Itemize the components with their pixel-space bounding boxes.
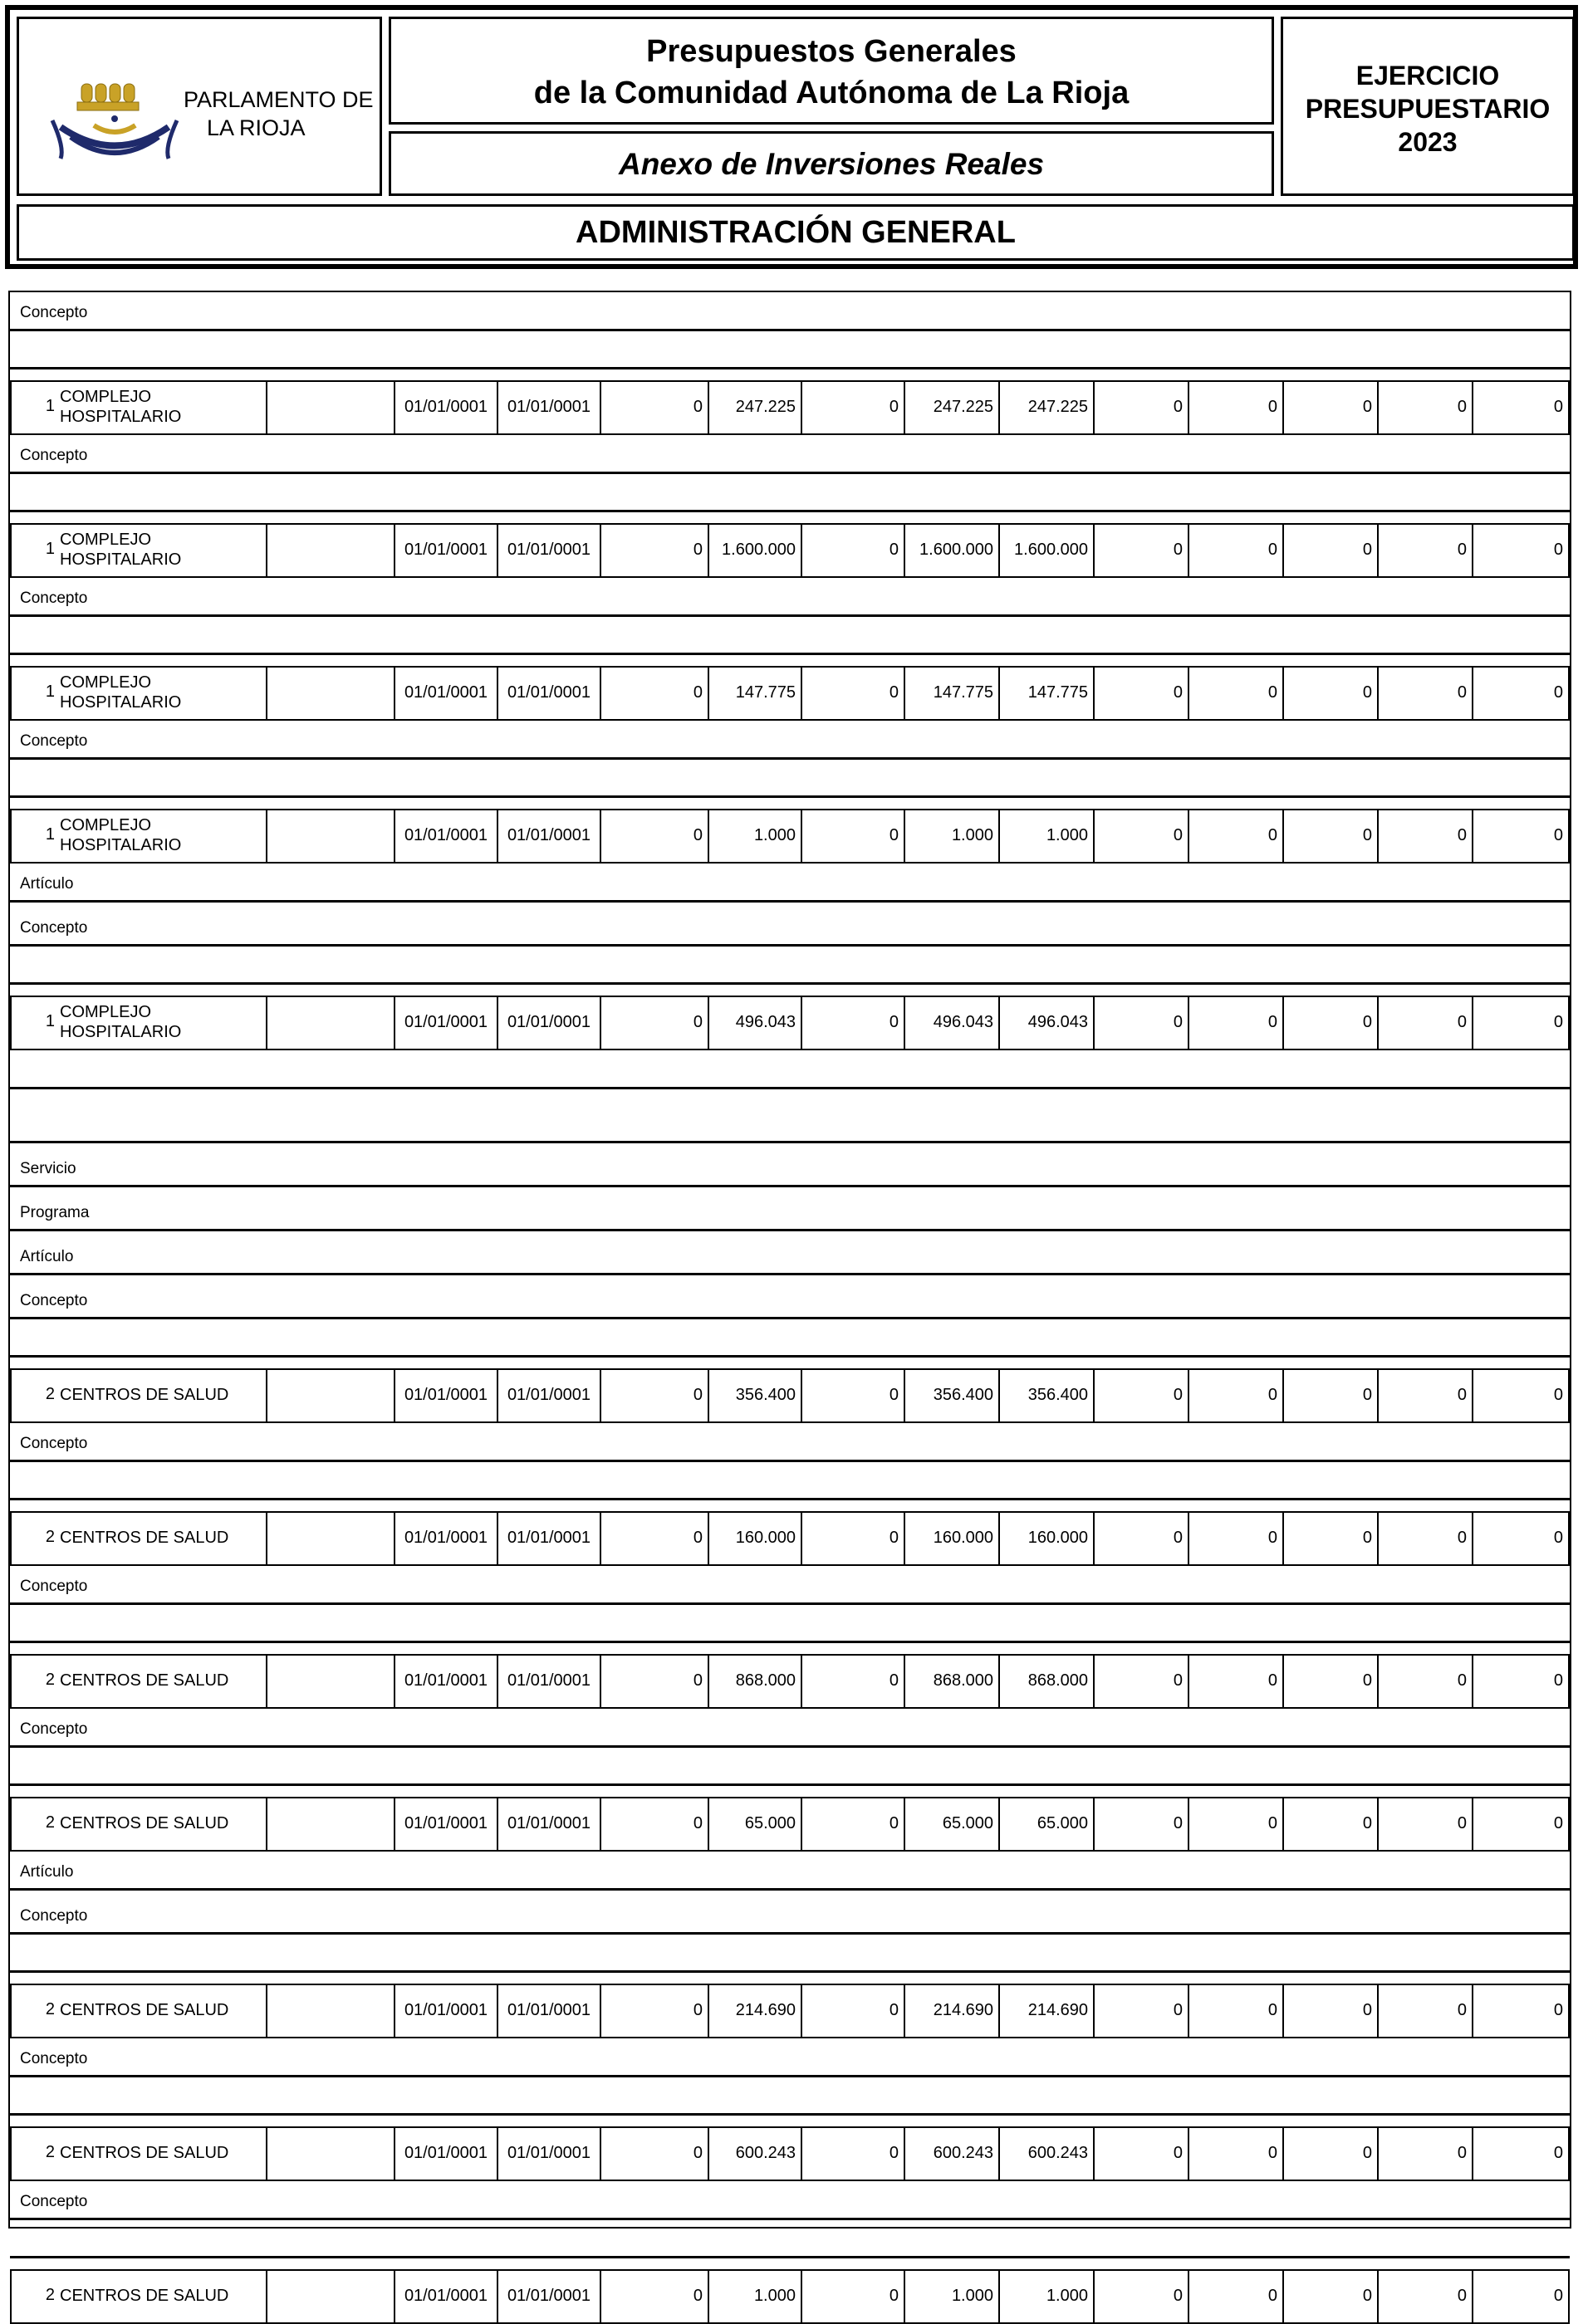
project-name-cell bbox=[56, 380, 267, 435]
project-post-cell: 0 bbox=[802, 996, 905, 1050]
project-number-cell bbox=[10, 1368, 56, 1423]
project-fin-cell: 01/01/0001 bbox=[498, 523, 601, 578]
project-fin-cell: 01/01/0001 bbox=[498, 1984, 601, 2038]
project-gastos-cell: 0 bbox=[1189, 809, 1284, 864]
project-inc-cell: 0 bbox=[1284, 996, 1379, 1050]
project-pers-cell: 0 bbox=[1379, 380, 1473, 435]
project-ant-cell: 0 bbox=[601, 1654, 709, 1709]
concepto-label: Concepto bbox=[20, 2050, 88, 2067]
project-adq-cell: 1.000 bbox=[1000, 2269, 1095, 2324]
concepto-label: Concepto bbox=[20, 1720, 88, 1738]
project-name: COMPLEJO HOSPITALARIO bbox=[60, 531, 182, 569]
project-number: 1 bbox=[45, 540, 55, 558]
project-adq-cell: 214.690 bbox=[1000, 1984, 1095, 2038]
project-adq-cell: 65.000 bbox=[1000, 1797, 1095, 1852]
project-anio-cell: 1.000 bbox=[709, 2269, 802, 2324]
investment-report bbox=[8, 291, 1571, 2305]
project-number: 1 bbox=[45, 1012, 55, 1030]
servicio-label: Servicio bbox=[20, 1160, 76, 1177]
section-rule bbox=[10, 2218, 1570, 2220]
section-rule bbox=[10, 1970, 1570, 1973]
articulo-label: Artículo bbox=[20, 875, 74, 893]
project-mun-cell bbox=[267, 996, 395, 1050]
section-rule bbox=[10, 1745, 1570, 1748]
project-cons-cell: 0 bbox=[1095, 1797, 1189, 1852]
project-fin-cell: 01/01/0001 bbox=[498, 1368, 601, 1423]
project-ini-cell: 01/01/0001 bbox=[395, 996, 498, 1050]
project-name-cell bbox=[56, 1984, 267, 2038]
project-inc-cell: 0 bbox=[1284, 1797, 1379, 1852]
project-cons-cell: 0 bbox=[1095, 809, 1189, 864]
doc-title-line2: de la Comunidad Autónoma de La Rioja bbox=[533, 76, 1130, 110]
section-rule bbox=[10, 1888, 1570, 1891]
project-anio-cell: 65.000 bbox=[709, 1797, 802, 1852]
project-ant-cell: 0 bbox=[601, 1797, 709, 1852]
project-total-cell: 160.000 bbox=[905, 1511, 1000, 1566]
project-ant-cell: 0 bbox=[601, 809, 709, 864]
project-adq-cell: 160.000 bbox=[1000, 1511, 1095, 1566]
project-name: CENTROS DE SALUD bbox=[60, 1671, 229, 1690]
project-number: 2 bbox=[45, 2286, 55, 2304]
section-rule bbox=[10, 1602, 1570, 1605]
project-number-cell bbox=[10, 523, 56, 578]
project-name-cell bbox=[56, 1511, 267, 1566]
project-name: COMPLEJO HOSPITALARIO bbox=[60, 816, 182, 854]
project-inc-cell: 0 bbox=[1284, 1984, 1379, 2038]
project-name: CENTROS DE SALUD bbox=[60, 1386, 229, 1404]
project-mun-cell bbox=[267, 666, 395, 721]
project-name-cell bbox=[56, 523, 267, 578]
project-fin-cell: 01/01/0001 bbox=[498, 1654, 601, 1709]
section-rule bbox=[10, 1229, 1570, 1231]
org-name-line2: LA RIOJA bbox=[207, 115, 306, 140]
project-anio-cell: 868.000 bbox=[709, 1654, 802, 1709]
project-adq-cell: 868.000 bbox=[1000, 1654, 1095, 1709]
doc-subtitle: Anexo de Inversiones Reales bbox=[618, 147, 1045, 181]
project-post-cell: 0 bbox=[802, 1797, 905, 1852]
project-anio-cell: 1.000 bbox=[709, 809, 802, 864]
concepto-label: Concepto bbox=[20, 732, 88, 750]
project-inc-cell: 0 bbox=[1284, 380, 1379, 435]
project-gastos-cell: 0 bbox=[1189, 1654, 1284, 1709]
concepto-label: Concepto bbox=[20, 1907, 88, 1925]
project-cons-cell: 0 bbox=[1095, 666, 1189, 721]
project-ant-cell: 0 bbox=[601, 996, 709, 1050]
section-rule bbox=[10, 367, 1570, 369]
project-mun-cell bbox=[267, 1984, 395, 2038]
project-adq-cell: 1.600.000 bbox=[1000, 523, 1095, 578]
project-gastos-cell: 0 bbox=[1189, 523, 1284, 578]
project-ant-cell: 0 bbox=[601, 666, 709, 721]
project-mun-cell bbox=[267, 1797, 395, 1852]
section-rule bbox=[10, 1783, 1570, 1786]
exercise-panel bbox=[1281, 17, 1575, 196]
project-cons-cell: 0 bbox=[1095, 1511, 1189, 1566]
project-number: 2 bbox=[45, 1385, 55, 1403]
project-name: CENTROS DE SALUD bbox=[60, 2001, 229, 2019]
section-rule bbox=[10, 1641, 1570, 1643]
project-number-cell bbox=[10, 1511, 56, 1566]
project-anio-cell: 600.243 bbox=[709, 2126, 802, 2181]
project-otros-cell: 0 bbox=[1473, 1654, 1570, 1709]
project-total-cell: 868.000 bbox=[905, 1654, 1000, 1709]
project-otros-cell: 0 bbox=[1473, 1797, 1570, 1852]
project-name-cell bbox=[56, 2269, 267, 2324]
project-pers-cell: 0 bbox=[1379, 1511, 1473, 1566]
project-pers-cell: 0 bbox=[1379, 1654, 1473, 1709]
project-cons-cell: 0 bbox=[1095, 523, 1189, 578]
project-pers-cell: 0 bbox=[1379, 809, 1473, 864]
project-pers-cell: 0 bbox=[1379, 1797, 1473, 1852]
project-pers-cell: 0 bbox=[1379, 2126, 1473, 2181]
project-ant-cell: 0 bbox=[601, 2126, 709, 2181]
programa-label: Programa bbox=[20, 1204, 90, 1221]
project-total-cell: 65.000 bbox=[905, 1797, 1000, 1852]
project-name: CENTROS DE SALUD bbox=[60, 2287, 229, 2305]
project-number-cell bbox=[10, 666, 56, 721]
section-rule bbox=[10, 757, 1570, 760]
project-fin-cell: 01/01/0001 bbox=[498, 2126, 601, 2181]
project-cons-cell: 0 bbox=[1095, 2269, 1189, 2324]
project-post-cell: 0 bbox=[802, 380, 905, 435]
project-name-cell bbox=[56, 809, 267, 864]
section-rule bbox=[10, 900, 1570, 903]
project-number-cell bbox=[10, 1654, 56, 1709]
project-ini-cell: 01/01/0001 bbox=[395, 523, 498, 578]
project-gastos-cell: 0 bbox=[1189, 2269, 1284, 2324]
project-pers-cell: 0 bbox=[1379, 523, 1473, 578]
project-fin-cell: 01/01/0001 bbox=[498, 1511, 601, 1566]
parliament-logo-icon bbox=[44, 69, 185, 177]
project-mun-cell bbox=[267, 1511, 395, 1566]
project-ini-cell: 01/01/0001 bbox=[395, 1654, 498, 1709]
project-ant-cell: 0 bbox=[601, 523, 709, 578]
section-rule bbox=[10, 1932, 1570, 1935]
project-ini-cell: 01/01/0001 bbox=[395, 2126, 498, 2181]
project-ant-cell: 0 bbox=[601, 2269, 709, 2324]
project-inc-cell: 0 bbox=[1284, 523, 1379, 578]
project-gastos-cell: 0 bbox=[1189, 2126, 1284, 2181]
project-post-cell: 0 bbox=[802, 666, 905, 721]
project-ini-cell: 01/01/0001 bbox=[395, 380, 498, 435]
project-pers-cell: 0 bbox=[1379, 2269, 1473, 2324]
project-name: CENTROS DE SALUD bbox=[60, 2144, 229, 2162]
project-anio-cell: 214.690 bbox=[709, 1984, 802, 2038]
project-fin-cell: 01/01/0001 bbox=[498, 809, 601, 864]
org-name-line1: PARLAMENTO DE bbox=[184, 87, 374, 112]
project-ini-cell: 01/01/0001 bbox=[395, 666, 498, 721]
project-post-cell: 0 bbox=[802, 1511, 905, 1566]
project-otros-cell: 0 bbox=[1473, 523, 1570, 578]
section-rule bbox=[10, 2113, 1570, 2116]
project-post-cell: 0 bbox=[802, 2126, 905, 2181]
section-rule bbox=[10, 982, 1570, 985]
project-ant-cell: 0 bbox=[601, 1984, 709, 2038]
concepto-label: Concepto bbox=[20, 304, 88, 321]
section-rule bbox=[10, 1355, 1570, 1358]
project-mun-cell bbox=[267, 380, 395, 435]
project-total-cell: 1.600.000 bbox=[905, 523, 1000, 578]
project-number-cell bbox=[10, 380, 56, 435]
concepto-label: Concepto bbox=[20, 1292, 88, 1309]
section-rule bbox=[10, 1317, 1570, 1319]
concepto-label: Concepto bbox=[20, 919, 88, 937]
section-rule bbox=[10, 510, 1570, 512]
project-inc-cell: 0 bbox=[1284, 1511, 1379, 1566]
project-mun-cell bbox=[267, 1654, 395, 1709]
project-inc-cell: 0 bbox=[1284, 2126, 1379, 2181]
project-otros-cell: 0 bbox=[1473, 2269, 1570, 2324]
project-number-cell bbox=[10, 2269, 56, 2324]
project-name: COMPLEJO HOSPITALARIO bbox=[60, 1003, 182, 1041]
project-name-cell bbox=[56, 1654, 267, 1709]
project-adq-cell: 1.000 bbox=[1000, 809, 1095, 864]
section-panel bbox=[17, 204, 1575, 261]
project-ant-cell: 0 bbox=[601, 1368, 709, 1423]
project-adq-cell: 147.775 bbox=[1000, 666, 1095, 721]
project-number-cell bbox=[10, 2126, 56, 2181]
project-gastos-cell: 0 bbox=[1189, 1797, 1284, 1852]
articulo-label: Artículo bbox=[20, 1248, 74, 1265]
project-name-cell bbox=[56, 666, 267, 721]
project-total-cell: 496.043 bbox=[905, 996, 1000, 1050]
project-cons-cell: 0 bbox=[1095, 1984, 1189, 2038]
articulo-label: Artículo bbox=[20, 1863, 74, 1881]
project-fin-cell: 01/01/0001 bbox=[498, 1797, 601, 1852]
section-rule bbox=[10, 1185, 1570, 1187]
subtitle-panel bbox=[389, 131, 1274, 196]
project-cons-cell: 0 bbox=[1095, 380, 1189, 435]
project-pers-cell: 0 bbox=[1379, 1984, 1473, 2038]
project-pers-cell: 0 bbox=[1379, 666, 1473, 721]
project-post-cell: 0 bbox=[802, 1984, 905, 2038]
section-title: ADMINISTRACIÓN GENERAL bbox=[576, 215, 1016, 250]
project-number: 1 bbox=[45, 397, 55, 415]
project-number: 2 bbox=[45, 1813, 55, 1832]
project-total-cell: 1.000 bbox=[905, 809, 1000, 864]
project-gastos-cell: 0 bbox=[1189, 1368, 1284, 1423]
project-anio-cell: 147.775 bbox=[709, 666, 802, 721]
project-adq-cell: 247.225 bbox=[1000, 380, 1095, 435]
concepto-label: Concepto bbox=[20, 1435, 88, 1452]
project-anio-cell: 356.400 bbox=[709, 1368, 802, 1423]
project-fin-cell: 01/01/0001 bbox=[498, 996, 601, 1050]
project-otros-cell: 0 bbox=[1473, 2126, 1570, 2181]
section-rule bbox=[10, 1460, 1570, 1462]
section-rule bbox=[10, 795, 1570, 798]
project-name: COMPLEJO HOSPITALARIO bbox=[60, 673, 182, 712]
project-total-cell: 1.000 bbox=[905, 2269, 1000, 2324]
section-rule bbox=[10, 653, 1570, 655]
project-total-cell: 247.225 bbox=[905, 380, 1000, 435]
project-post-cell: 0 bbox=[802, 1654, 905, 1709]
project-total-cell: 600.243 bbox=[905, 2126, 1000, 2181]
project-total-cell: 147.775 bbox=[905, 666, 1000, 721]
title-panel bbox=[389, 17, 1274, 125]
project-fin-cell: 01/01/0001 bbox=[498, 380, 601, 435]
project-inc-cell: 0 bbox=[1284, 1368, 1379, 1423]
project-inc-cell: 0 bbox=[1284, 1654, 1379, 1709]
project-number-cell bbox=[10, 809, 56, 864]
project-ini-cell: 01/01/0001 bbox=[395, 1368, 498, 1423]
project-cons-cell: 0 bbox=[1095, 2126, 1189, 2181]
project-post-cell: 0 bbox=[802, 523, 905, 578]
project-otros-cell: 0 bbox=[1473, 996, 1570, 1050]
project-number: 2 bbox=[45, 1671, 55, 1689]
project-gastos-cell: 0 bbox=[1189, 1511, 1284, 1566]
project-gastos-cell: 0 bbox=[1189, 666, 1284, 721]
project-name: CENTROS DE SALUD bbox=[60, 1814, 229, 1832]
doc-title-line1: Presupuestos Generales bbox=[646, 34, 1017, 69]
project-otros-cell: 0 bbox=[1473, 1984, 1570, 2038]
project-name-cell bbox=[56, 996, 267, 1050]
project-number: 2 bbox=[45, 1528, 55, 1546]
project-otros-cell: 0 bbox=[1473, 666, 1570, 721]
project-post-cell: 0 bbox=[802, 809, 905, 864]
project-number-cell bbox=[10, 1984, 56, 2038]
project-otros-cell: 0 bbox=[1473, 1511, 1570, 1566]
project-ant-cell: 0 bbox=[601, 1511, 709, 1566]
section-rule bbox=[10, 1498, 1570, 1500]
project-pers-cell: 0 bbox=[1379, 996, 1473, 1050]
project-gastos-cell: 0 bbox=[1189, 996, 1284, 1050]
project-post-cell: 0 bbox=[802, 2269, 905, 2324]
project-anio-cell: 160.000 bbox=[709, 1511, 802, 1566]
project-fin-cell: 01/01/0001 bbox=[498, 666, 601, 721]
section-rule bbox=[10, 614, 1570, 617]
section-rule bbox=[10, 2075, 1570, 2077]
project-adq-cell: 356.400 bbox=[1000, 1368, 1095, 1423]
project-number-cell bbox=[10, 996, 56, 1050]
project-mun-cell bbox=[267, 809, 395, 864]
project-ini-cell: 01/01/0001 bbox=[395, 1797, 498, 1852]
project-total-cell: 356.400 bbox=[905, 1368, 1000, 1423]
project-anio-cell: 1.600.000 bbox=[709, 523, 802, 578]
project-anio-cell: 247.225 bbox=[709, 380, 802, 435]
project-cons-cell: 0 bbox=[1095, 1368, 1189, 1423]
section-rule bbox=[10, 1273, 1570, 1275]
project-adq-cell: 600.243 bbox=[1000, 2126, 1095, 2181]
project-mun-cell bbox=[267, 2269, 395, 2324]
section-rule bbox=[10, 1087, 1570, 1089]
project-cons-cell: 0 bbox=[1095, 1654, 1189, 1709]
project-ini-cell: 01/01/0001 bbox=[395, 1511, 498, 1566]
section-rule bbox=[10, 944, 1570, 947]
project-ini-cell: 01/01/0001 bbox=[395, 809, 498, 864]
exercise-year: 2023 bbox=[1398, 127, 1458, 157]
project-number-cell bbox=[10, 1797, 56, 1852]
project-mun-cell bbox=[267, 2126, 395, 2181]
project-number: 1 bbox=[45, 825, 55, 844]
project-mun-cell bbox=[267, 523, 395, 578]
project-inc-cell: 0 bbox=[1284, 666, 1379, 721]
project-ini-cell: 01/01/0001 bbox=[395, 1984, 498, 2038]
project-post-cell: 0 bbox=[802, 1368, 905, 1423]
section-rule bbox=[10, 472, 1570, 474]
exercise-line2: PRESUPUESTARIO bbox=[1305, 94, 1551, 124]
project-inc-cell: 0 bbox=[1284, 2269, 1379, 2324]
project-name: CENTROS DE SALUD bbox=[60, 1529, 229, 1547]
project-otros-cell: 0 bbox=[1473, 809, 1570, 864]
project-inc-cell: 0 bbox=[1284, 809, 1379, 864]
section-rule bbox=[10, 2256, 1570, 2258]
project-total-cell: 214.690 bbox=[905, 1984, 1000, 2038]
project-gastos-cell: 0 bbox=[1189, 380, 1284, 435]
logo-panel bbox=[17, 17, 382, 196]
project-fin-cell: 01/01/0001 bbox=[498, 2269, 601, 2324]
project-gastos-cell: 0 bbox=[1189, 1984, 1284, 2038]
project-anio-cell: 496.043 bbox=[709, 996, 802, 1050]
concepto-label: Concepto bbox=[20, 2193, 88, 2210]
concepto-label: Concepto bbox=[20, 447, 88, 464]
project-name-cell bbox=[56, 1797, 267, 1852]
project-adq-cell: 496.043 bbox=[1000, 996, 1095, 1050]
project-number: 2 bbox=[45, 2143, 55, 2161]
project-name-cell bbox=[56, 1368, 267, 1423]
section-rule bbox=[10, 329, 1570, 331]
project-number: 2 bbox=[45, 2000, 55, 2018]
section-rule bbox=[10, 1141, 1570, 1143]
project-ant-cell: 0 bbox=[601, 380, 709, 435]
project-ini-cell: 01/01/0001 bbox=[395, 2269, 498, 2324]
project-cons-cell: 0 bbox=[1095, 996, 1189, 1050]
exercise-line1: EJERCICIO bbox=[1355, 61, 1500, 91]
project-otros-cell: 0 bbox=[1473, 1368, 1570, 1423]
concepto-label: Concepto bbox=[20, 1578, 88, 1595]
project-otros-cell: 0 bbox=[1473, 380, 1570, 435]
project-pers-cell: 0 bbox=[1379, 1368, 1473, 1423]
project-number: 1 bbox=[45, 683, 55, 701]
concepto-label: Concepto bbox=[20, 590, 88, 607]
project-mun-cell bbox=[267, 1368, 395, 1423]
project-name-cell bbox=[56, 2126, 267, 2181]
project-name: COMPLEJO HOSPITALARIO bbox=[60, 388, 182, 426]
